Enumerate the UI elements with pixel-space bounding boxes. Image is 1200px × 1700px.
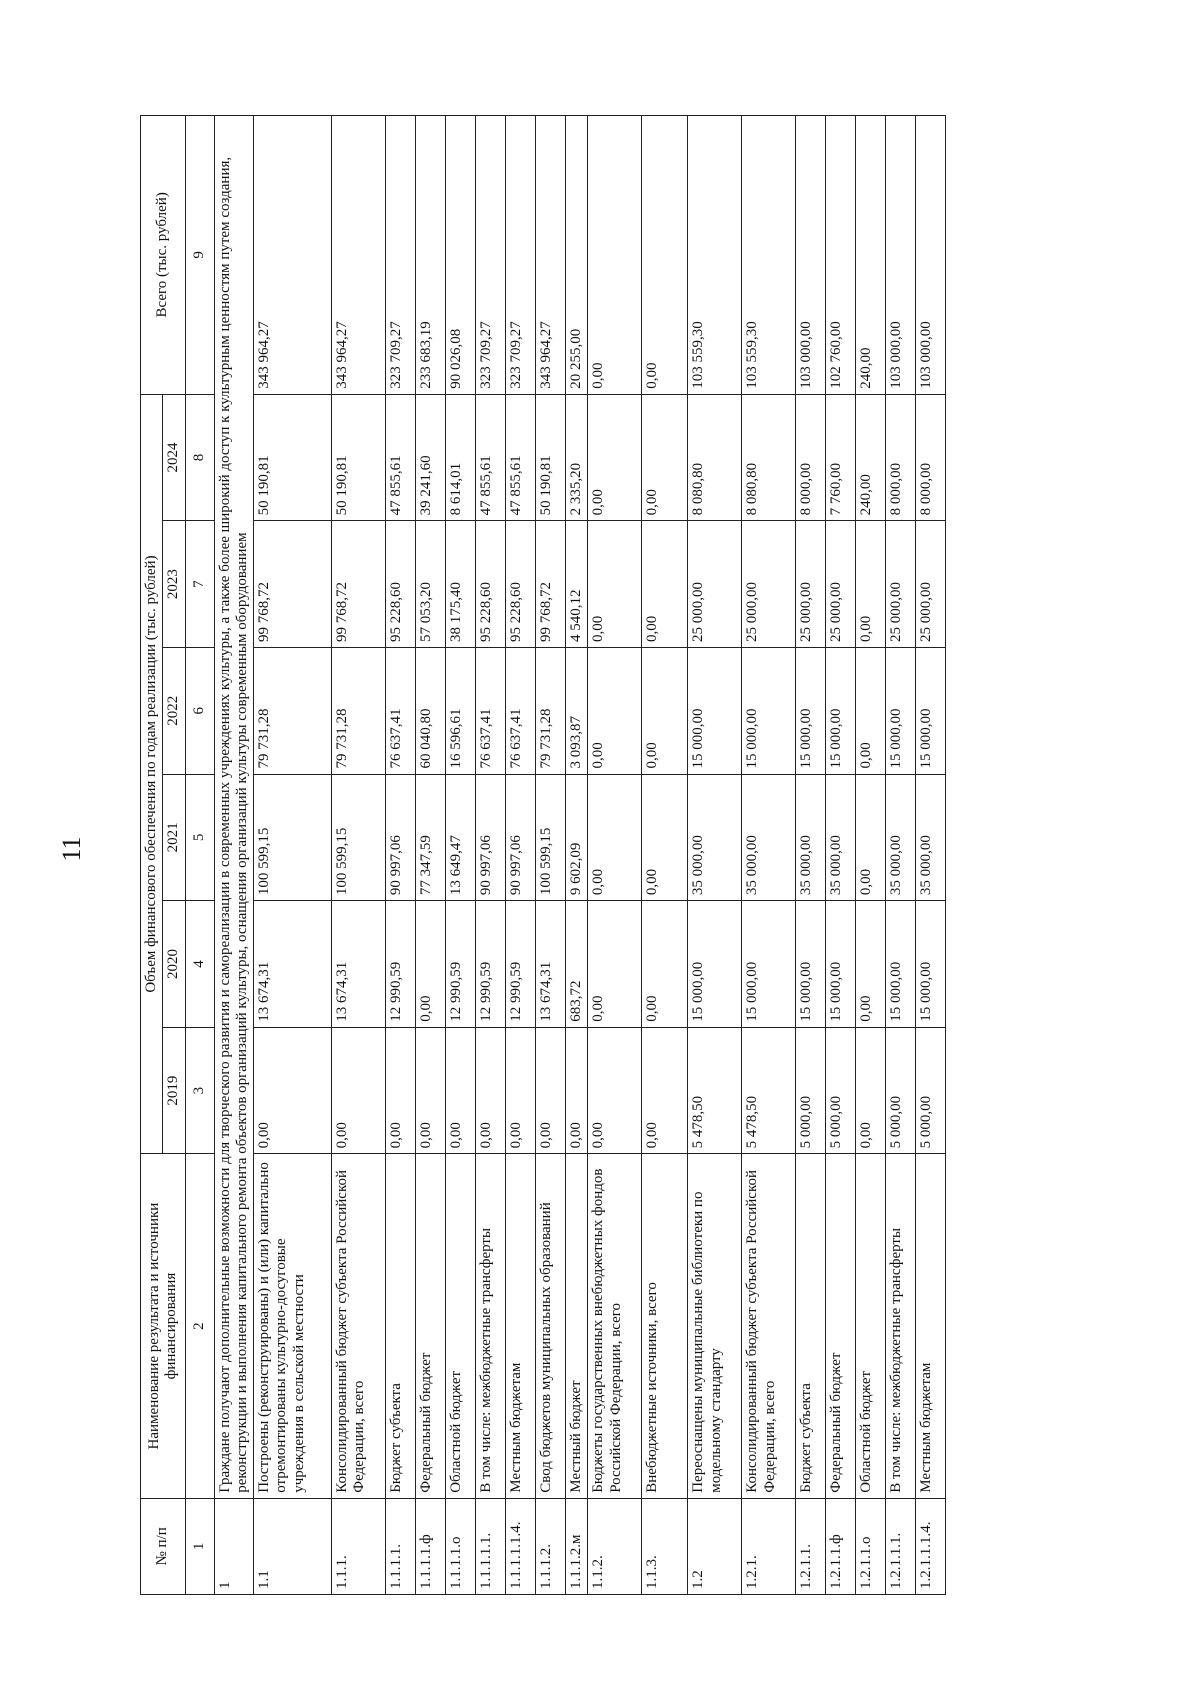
row-total: 103 559,30: [742, 116, 796, 395]
row-value: 5 000,00: [796, 1027, 826, 1154]
row-value: 50 190,81: [536, 394, 566, 521]
column-index: 6: [185, 647, 214, 774]
row-value: 15 000,00: [916, 901, 946, 1028]
row-value: 90 997,06: [506, 774, 536, 901]
row-total: 103 000,00: [796, 116, 826, 395]
table-row: [742, 116, 796, 1595]
row-value: 25 000,00: [742, 521, 796, 648]
row-value: 0,00: [642, 774, 688, 901]
row-total: 343 964,27: [536, 116, 566, 395]
row-code: 1.2.1.1.о: [856, 1498, 886, 1594]
row-value: 0,00: [642, 1027, 688, 1154]
row-value: 0,00: [642, 394, 688, 521]
row-value: 95 228,60: [506, 521, 536, 648]
row-code: 1.2.1.: [742, 1498, 796, 1594]
row-name: Построены (реконструированы) и (или) капитально отремонтированы культурно-досуговые учреждения в сельской местности: [254, 1154, 332, 1498]
row-name: Местным бюджетам: [916, 1154, 946, 1498]
row-value: 0,00: [566, 1027, 588, 1154]
column-index-row: [185, 116, 214, 1595]
row-code: 1.2.1.1.ф: [826, 1498, 856, 1594]
row-value: 15 000,00: [916, 647, 946, 774]
row-value: 38 175,40: [446, 521, 476, 648]
row-value: 0,00: [476, 1027, 506, 1154]
row-value: 100 599,15: [536, 774, 566, 901]
row-value: 13 674,31: [254, 901, 332, 1028]
row-name: Переоснащены муниципальные библиотеки по модельному стандарту: [688, 1154, 742, 1498]
row-value: 50 190,81: [254, 394, 332, 521]
column-index: 2: [185, 1154, 214, 1498]
row-code: 1.1.1.1.1.4.: [506, 1498, 536, 1594]
column-index: 1: [185, 1498, 214, 1594]
row-value: 0,00: [416, 1027, 446, 1154]
row-value: 15 000,00: [688, 901, 742, 1028]
row-value: 100 599,15: [332, 774, 386, 901]
table-row: [588, 116, 642, 1595]
row-value: 0,00: [386, 1027, 416, 1154]
row-value: 0,00: [536, 1027, 566, 1154]
row-value: 35 000,00: [742, 774, 796, 901]
finance-table-container: [140, 115, 1200, 1595]
row-value: 5 478,50: [688, 1027, 742, 1154]
table-row: [332, 116, 386, 1595]
row-name: Федеральный бюджет: [416, 1154, 446, 1498]
row-value: 0,00: [588, 647, 642, 774]
row-value: 57 053,20: [416, 521, 446, 648]
row-total: 103 559,30: [688, 116, 742, 395]
row-name: Консолидированный бюджет субъекта Российской Федерации, всего: [332, 1154, 386, 1498]
row-value: 15 000,00: [826, 901, 856, 1028]
header-name: Наименование результата и источники финансирования: [141, 1154, 186, 1498]
row-total: 0,00: [588, 116, 642, 395]
row-value: 0,00: [642, 901, 688, 1028]
row-value: 8 080,80: [688, 394, 742, 521]
row-value: 683,72: [566, 901, 588, 1028]
row-code: 1.2.1.1.1.: [886, 1498, 916, 1594]
row-value: 12 990,59: [446, 901, 476, 1028]
row-total: 103 000,00: [916, 116, 946, 395]
table-row: [506, 116, 536, 1595]
header-year: 2021: [163, 774, 185, 901]
row-total: 323 709,27: [386, 116, 416, 395]
row-value: 77 347,59: [416, 774, 446, 901]
row-value: 25 000,00: [826, 521, 856, 648]
row-value: 76 637,41: [386, 647, 416, 774]
row-value: 79 731,28: [332, 647, 386, 774]
header-year: 2020: [163, 901, 185, 1028]
row-value: 0,00: [856, 1027, 886, 1154]
table-row: [886, 116, 916, 1595]
row-value: 39 241,60: [416, 394, 446, 521]
row-value: 25 000,00: [886, 521, 916, 648]
row-value: 100 599,15: [254, 774, 332, 901]
header-year: 2023: [163, 521, 185, 648]
row-value: 2 335,20: [566, 394, 588, 521]
goal-text: Граждане получают дополнительные возможности для творческого развития и самореализации в современных учреждениях культуры, а также более широкий доступ к культурным ценностям путем создания, реконструкции и выполнения капитального ремонта объектов организаций культуры, оснащения организаций культуры современным оборудованием: [214, 116, 254, 1499]
row-value: 25 000,00: [916, 521, 946, 648]
row-name: Федеральный бюджет: [826, 1154, 856, 1498]
table-body: [214, 116, 946, 1595]
row-total: 323 709,27: [506, 116, 536, 395]
row-value: 15 000,00: [796, 901, 826, 1028]
row-value: 35 000,00: [826, 774, 856, 901]
row-value: 15 000,00: [886, 901, 916, 1028]
row-total: 90 026,08: [446, 116, 476, 395]
table-row: [536, 116, 566, 1595]
header-year: 2024: [163, 394, 185, 521]
row-value: 15 000,00: [742, 647, 796, 774]
row-code: 1.1.1.1.о: [446, 1498, 476, 1594]
row-code: 1.1.1.2.: [536, 1498, 566, 1594]
row-value: 99 768,72: [536, 521, 566, 648]
header-number: № п/п: [141, 1498, 186, 1594]
row-value: 99 768,72: [332, 521, 386, 648]
row-value: 0,00: [588, 1027, 642, 1154]
row-code: 1.1.1.2.м: [566, 1498, 588, 1594]
row-name: Внебюджетные источники, всего: [642, 1154, 688, 1498]
row-value: 50 190,81: [332, 394, 386, 521]
row-name: В том числе: межбюджетные трансферты: [476, 1154, 506, 1498]
table-row: [416, 116, 446, 1595]
row-value: 8 000,00: [886, 394, 916, 521]
row-total: 102 760,00: [826, 116, 856, 395]
table-header: [141, 116, 215, 1595]
row-value: 47 855,61: [386, 394, 416, 521]
row-value: 13 674,31: [536, 901, 566, 1028]
row-value: 99 768,72: [254, 521, 332, 648]
row-value: 9 602,09: [566, 774, 588, 901]
row-value: 5 000,00: [886, 1027, 916, 1154]
row-value: 0,00: [446, 1027, 476, 1154]
page-number: 11: [57, 836, 86, 862]
column-index: 9: [185, 116, 214, 395]
row-total: 103 000,00: [886, 116, 916, 395]
row-value: 60 040,80: [416, 647, 446, 774]
header-volume: Объем финансового обеспечения по годам реализации (тыс. рублей): [141, 394, 163, 1154]
row-code: 1.1.3.: [642, 1498, 688, 1594]
finance-table: [140, 115, 946, 1595]
row-name: Областной бюджет: [856, 1154, 886, 1498]
header-year: 2019: [163, 1027, 185, 1154]
row-value: 95 228,60: [386, 521, 416, 648]
row-value: 12 990,59: [386, 901, 416, 1028]
row-value: 15 000,00: [796, 647, 826, 774]
row-value: 79 731,28: [536, 647, 566, 774]
row-total: 20 255,00: [566, 116, 588, 395]
row-value: 7 760,00: [826, 394, 856, 521]
row-value: 15 000,00: [826, 647, 856, 774]
row-value: 35 000,00: [688, 774, 742, 901]
row-value: 35 000,00: [886, 774, 916, 901]
row-value: 0,00: [642, 521, 688, 648]
row-value: 0,00: [642, 647, 688, 774]
row-value: 90 997,06: [476, 774, 506, 901]
table-row: [566, 116, 588, 1595]
row-value: 0,00: [856, 521, 886, 648]
table-row: [446, 116, 476, 1595]
row-value: 15 000,00: [742, 901, 796, 1028]
row-name: Консолидированный бюджет субъекта Российской Федерации, всего: [742, 1154, 796, 1498]
row-value: 8 080,80: [742, 394, 796, 521]
row-value: 5 478,50: [742, 1027, 796, 1154]
table-row: [642, 116, 688, 1595]
row-value: 90 997,06: [386, 774, 416, 901]
table-row: [476, 116, 506, 1595]
row-name: Бюджет субъекта: [386, 1154, 416, 1498]
row-code: 1.2.1.1.1.4.: [916, 1498, 946, 1594]
row-name: Местный бюджет: [566, 1154, 588, 1498]
row-value: 0,00: [588, 901, 642, 1028]
row-value: 0,00: [588, 394, 642, 521]
row-name: Местным бюджетам: [506, 1154, 536, 1498]
table-row: [688, 116, 742, 1595]
row-value: 15 000,00: [688, 647, 742, 774]
row-value: 0,00: [856, 774, 886, 901]
table-row: [916, 116, 946, 1595]
row-value: 25 000,00: [796, 521, 826, 648]
column-index: 5: [185, 774, 214, 901]
row-value: 0,00: [332, 1027, 386, 1154]
row-total: 343 964,27: [332, 116, 386, 395]
row-code: 1.1.2.: [588, 1498, 642, 1594]
row-value: 5 000,00: [826, 1027, 856, 1154]
row-code: 1.1.1.: [332, 1498, 386, 1594]
row-value: 4 540,12: [566, 521, 588, 648]
row-value: 13 674,31: [332, 901, 386, 1028]
row-value: 12 990,59: [506, 901, 536, 1028]
row-value: 8 614,01: [446, 394, 476, 521]
row-value: 0,00: [506, 1027, 536, 1154]
goal-code: 1: [214, 1498, 254, 1594]
row-code: 1.1.1.1.ф: [416, 1498, 446, 1594]
row-value: 0,00: [856, 647, 886, 774]
row-value: 5 000,00: [916, 1027, 946, 1154]
table-row: [254, 116, 332, 1595]
row-value: 240,00: [856, 394, 886, 521]
table-row: [796, 116, 826, 1595]
row-code: 1.1: [254, 1498, 332, 1594]
row-total: 0,00: [642, 116, 688, 395]
row-value: 0,00: [416, 901, 446, 1028]
row-value: 16 596,61: [446, 647, 476, 774]
row-value: 0,00: [856, 901, 886, 1028]
table-row: [826, 116, 856, 1595]
header-year: 2022: [163, 647, 185, 774]
row-value: 3 093,87: [566, 647, 588, 774]
header-total: Всего (тыс. рублей): [141, 116, 186, 395]
column-index: 8: [185, 394, 214, 521]
column-index: 7: [185, 521, 214, 648]
row-value: 0,00: [588, 521, 642, 648]
row-name: Бюджеты государственных внебюджетных фондов Российской Федерации, всего: [588, 1154, 642, 1498]
row-code: 1.1.1.1.1.: [476, 1498, 506, 1594]
row-value: 95 228,60: [476, 521, 506, 648]
row-value: 76 637,41: [476, 647, 506, 774]
row-value: 0,00: [254, 1027, 332, 1154]
row-value: 76 637,41: [506, 647, 536, 774]
column-index: 4: [185, 901, 214, 1028]
row-value: 47 855,61: [506, 394, 536, 521]
row-total: 240,00: [856, 116, 886, 395]
row-value: 0,00: [588, 774, 642, 901]
row-name: Областной бюджет: [446, 1154, 476, 1498]
row-name: Свод бюджетов муниципальных образований: [536, 1154, 566, 1498]
goal-row: [214, 116, 254, 1595]
row-value: 8 000,00: [916, 394, 946, 521]
row-value: 35 000,00: [796, 774, 826, 901]
row-total: 323 709,27: [476, 116, 506, 395]
column-index: 3: [185, 1027, 214, 1154]
row-name: Бюджет субъекта: [796, 1154, 826, 1498]
row-total: 233 683,19: [416, 116, 446, 395]
row-name: В том числе: межбюджетные трансферты: [886, 1154, 916, 1498]
table-row: [386, 116, 416, 1595]
row-value: 13 649,47: [446, 774, 476, 901]
row-value: 35 000,00: [916, 774, 946, 901]
row-code: 1.2: [688, 1498, 742, 1594]
row-code: 1.2.1.1.: [796, 1498, 826, 1594]
row-value: 47 855,61: [476, 394, 506, 521]
row-value: 79 731,28: [254, 647, 332, 774]
row-value: 15 000,00: [886, 647, 916, 774]
row-value: 25 000,00: [688, 521, 742, 648]
row-code: 1.1.1.1.: [386, 1498, 416, 1594]
table-row: [856, 116, 886, 1595]
row-value: 12 990,59: [476, 901, 506, 1028]
row-value: 8 000,00: [796, 394, 826, 521]
row-total: 343 964,27: [254, 116, 332, 395]
